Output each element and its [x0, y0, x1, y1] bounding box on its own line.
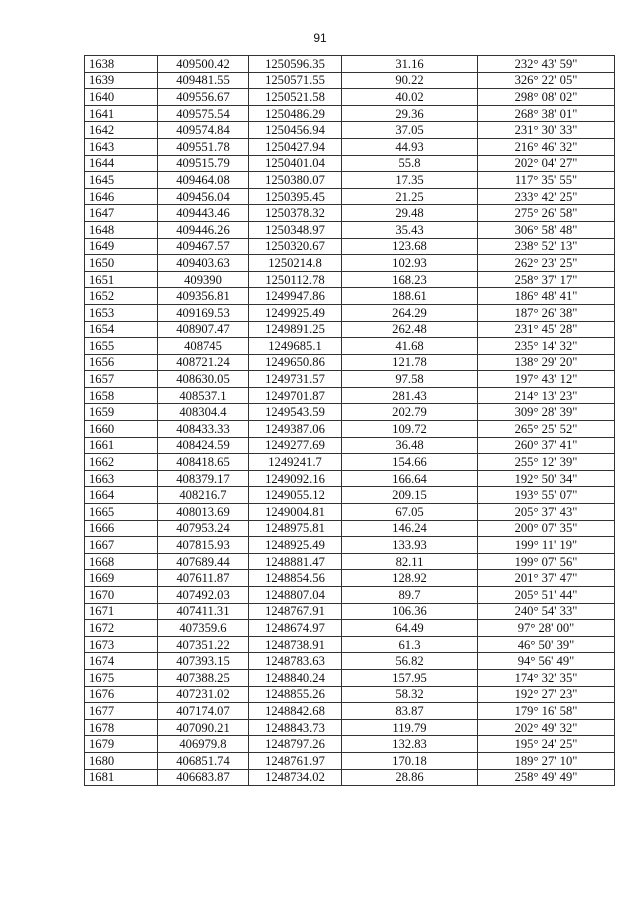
bearing-cell: 205° 51' 44" — [478, 587, 615, 604]
distance-cell: 202.79 — [342, 404, 478, 421]
x-coordinate-cell: 409574.84 — [158, 122, 249, 139]
distance-cell: 61.3 — [342, 636, 478, 653]
y-coordinate-cell: 1249241.7 — [249, 454, 342, 471]
table-row — [85, 188, 615, 205]
y-coordinate-cell: 1249891.25 — [249, 321, 342, 338]
table-row — [85, 72, 615, 89]
y-coordinate-cell: 1250214.8 — [249, 255, 342, 272]
y-coordinate-cell: 1250112.78 — [249, 271, 342, 288]
distance-cell: 90.22 — [342, 72, 478, 89]
y-coordinate-cell: 1248807.04 — [249, 587, 342, 604]
y-coordinate-cell: 1248783.63 — [249, 653, 342, 670]
table-row — [85, 354, 615, 371]
distance-cell: 36.48 — [342, 437, 478, 454]
point-number-cell: 1651 — [85, 271, 158, 288]
bearing-cell: 216° 46' 32" — [478, 138, 615, 155]
point-number-cell: 1664 — [85, 487, 158, 504]
x-coordinate-cell: 407689.44 — [158, 553, 249, 570]
distance-cell: 29.36 — [342, 105, 478, 122]
table-row — [85, 454, 615, 471]
point-number-cell: 1679 — [85, 736, 158, 753]
y-coordinate-cell: 1248855.26 — [249, 686, 342, 703]
distance-cell: 128.92 — [342, 570, 478, 587]
table-row — [85, 304, 615, 321]
x-coordinate-cell: 409515.79 — [158, 155, 249, 172]
table-row — [85, 56, 615, 73]
bearing-cell: 195° 24' 25" — [478, 736, 615, 753]
y-coordinate-cell: 1248840.24 — [249, 669, 342, 686]
bearing-cell: 231° 45' 28" — [478, 321, 615, 338]
y-coordinate-cell: 1249650.86 — [249, 354, 342, 371]
table-row — [85, 105, 615, 122]
table-row — [85, 138, 615, 155]
y-coordinate-cell: 1250596.35 — [249, 56, 342, 73]
point-number-cell: 1672 — [85, 620, 158, 637]
table-row — [85, 271, 615, 288]
table-row — [85, 404, 615, 421]
point-number-cell: 1671 — [85, 603, 158, 620]
x-coordinate-cell: 408013.69 — [158, 504, 249, 521]
table-row — [85, 719, 615, 736]
y-coordinate-cell: 1248674.97 — [249, 620, 342, 637]
x-coordinate-cell: 409464.08 — [158, 172, 249, 189]
point-number-cell: 1648 — [85, 221, 158, 238]
table-row — [85, 205, 615, 222]
y-coordinate-cell: 1248881.47 — [249, 553, 342, 570]
table-row — [85, 769, 615, 786]
table-row — [85, 470, 615, 487]
table-row — [85, 736, 615, 753]
bearing-cell: 186° 48' 41" — [478, 288, 615, 305]
distance-cell: 106.36 — [342, 603, 478, 620]
x-coordinate-cell: 407393.15 — [158, 653, 249, 670]
distance-cell: 168.23 — [342, 271, 478, 288]
y-coordinate-cell: 1248738.91 — [249, 636, 342, 653]
x-coordinate-cell: 406683.87 — [158, 769, 249, 786]
table-row — [85, 122, 615, 139]
x-coordinate-cell: 409169.53 — [158, 304, 249, 321]
point-number-cell: 1659 — [85, 404, 158, 421]
point-number-cell: 1681 — [85, 769, 158, 786]
point-number-cell: 1666 — [85, 520, 158, 537]
y-coordinate-cell: 1249543.59 — [249, 404, 342, 421]
distance-cell: 264.29 — [342, 304, 478, 321]
x-coordinate-cell: 408630.05 — [158, 371, 249, 388]
point-number-cell: 1675 — [85, 669, 158, 686]
y-coordinate-cell: 1250380.07 — [249, 172, 342, 189]
bearing-cell: 174° 32' 35" — [478, 669, 615, 686]
y-coordinate-cell: 1249055.12 — [249, 487, 342, 504]
bearing-cell: 258° 49' 49" — [478, 769, 615, 786]
y-coordinate-cell: 1248854.56 — [249, 570, 342, 587]
bearing-cell: 238° 52' 13" — [478, 238, 615, 255]
point-number-cell: 1655 — [85, 338, 158, 355]
distance-cell: 55.8 — [342, 155, 478, 172]
table-row — [85, 371, 615, 388]
y-coordinate-cell: 1249685.1 — [249, 338, 342, 355]
x-coordinate-cell: 408433.33 — [158, 421, 249, 438]
bearing-cell: 309° 28' 39" — [478, 404, 615, 421]
bearing-cell: 117° 35' 55" — [478, 172, 615, 189]
distance-cell: 109.72 — [342, 421, 478, 438]
x-coordinate-cell: 407388.25 — [158, 669, 249, 686]
distance-cell: 29.48 — [342, 205, 478, 222]
bearing-cell: 298° 08' 02" — [478, 89, 615, 106]
table-row — [85, 221, 615, 238]
distance-cell: 133.93 — [342, 537, 478, 554]
bearing-cell: 138° 29' 20" — [478, 354, 615, 371]
y-coordinate-cell: 1250378.32 — [249, 205, 342, 222]
table-row — [85, 321, 615, 338]
x-coordinate-cell: 409481.55 — [158, 72, 249, 89]
x-coordinate-cell: 408304.4 — [158, 404, 249, 421]
distance-cell: 102.93 — [342, 255, 478, 272]
table-row — [85, 421, 615, 438]
bearing-cell: 205° 37' 43" — [478, 504, 615, 521]
x-coordinate-cell: 407174.07 — [158, 703, 249, 720]
distance-cell: 170.18 — [342, 752, 478, 769]
distance-cell: 209.15 — [342, 487, 478, 504]
table-row — [85, 338, 615, 355]
distance-cell: 41.68 — [342, 338, 478, 355]
point-number-cell: 1673 — [85, 636, 158, 653]
bearing-cell: 214° 13' 23" — [478, 387, 615, 404]
bearing-cell: 262° 23' 25" — [478, 255, 615, 272]
distance-cell: 37.05 — [342, 122, 478, 139]
point-number-cell: 1641 — [85, 105, 158, 122]
x-coordinate-cell: 408379.17 — [158, 470, 249, 487]
bearing-cell: 200° 07' 35" — [478, 520, 615, 537]
table-row — [85, 653, 615, 670]
distance-cell: 40.02 — [342, 89, 478, 106]
point-number-cell: 1653 — [85, 304, 158, 321]
bearing-cell: 199° 07' 56" — [478, 553, 615, 570]
bearing-cell: 265° 25' 52" — [478, 421, 615, 438]
x-coordinate-cell: 408537.1 — [158, 387, 249, 404]
point-number-cell: 1663 — [85, 470, 158, 487]
distance-cell: 21.25 — [342, 188, 478, 205]
point-number-cell: 1643 — [85, 138, 158, 155]
bearing-cell: 202° 49' 32" — [478, 719, 615, 736]
y-coordinate-cell: 1248761.97 — [249, 752, 342, 769]
distance-cell: 64.49 — [342, 620, 478, 637]
y-coordinate-cell: 1250456.94 — [249, 122, 342, 139]
distance-cell: 56.82 — [342, 653, 478, 670]
x-coordinate-cell: 406979.8 — [158, 736, 249, 753]
y-coordinate-cell: 1250521.58 — [249, 89, 342, 106]
point-number-cell: 1660 — [85, 421, 158, 438]
bearing-cell: 201° 37' 47" — [478, 570, 615, 587]
table-row — [85, 570, 615, 587]
y-coordinate-cell: 1250427.94 — [249, 138, 342, 155]
bearing-cell: 192° 50' 34" — [478, 470, 615, 487]
x-coordinate-cell: 409467.57 — [158, 238, 249, 255]
x-coordinate-cell: 409456.04 — [158, 188, 249, 205]
x-coordinate-cell: 408424.59 — [158, 437, 249, 454]
distance-cell: 17.35 — [342, 172, 478, 189]
y-coordinate-cell: 1249092.16 — [249, 470, 342, 487]
point-number-cell: 1680 — [85, 752, 158, 769]
bearing-cell: 235° 14' 32" — [478, 338, 615, 355]
point-number-cell: 1670 — [85, 587, 158, 604]
x-coordinate-cell: 409403.63 — [158, 255, 249, 272]
y-coordinate-cell: 1249701.87 — [249, 387, 342, 404]
distance-cell: 119.79 — [342, 719, 478, 736]
distance-cell: 188.61 — [342, 288, 478, 305]
distance-cell: 157.95 — [342, 669, 478, 686]
table-row — [85, 89, 615, 106]
table-row — [85, 686, 615, 703]
bearing-cell: 46° 50' 39" — [478, 636, 615, 653]
point-number-cell: 1667 — [85, 537, 158, 554]
distance-cell: 132.83 — [342, 736, 478, 753]
x-coordinate-cell: 407351.22 — [158, 636, 249, 653]
table-row — [85, 387, 615, 404]
bearing-cell: 240° 54' 33" — [478, 603, 615, 620]
table-row — [85, 255, 615, 272]
bearing-cell: 255° 12' 39" — [478, 454, 615, 471]
point-number-cell: 1649 — [85, 238, 158, 255]
x-coordinate-cell: 409500.42 — [158, 56, 249, 73]
point-number-cell: 1668 — [85, 553, 158, 570]
x-coordinate-cell: 408721.24 — [158, 354, 249, 371]
distance-cell: 28.86 — [342, 769, 478, 786]
bearing-cell: 189° 27' 10" — [478, 752, 615, 769]
x-coordinate-cell: 408907.47 — [158, 321, 249, 338]
table-row — [85, 288, 615, 305]
y-coordinate-cell: 1250486.29 — [249, 105, 342, 122]
table-row — [85, 172, 615, 189]
y-coordinate-cell: 1248797.26 — [249, 736, 342, 753]
point-number-cell: 1676 — [85, 686, 158, 703]
x-coordinate-cell: 407090.21 — [158, 719, 249, 736]
point-number-cell: 1656 — [85, 354, 158, 371]
y-coordinate-cell: 1249387.06 — [249, 421, 342, 438]
distance-cell: 97.58 — [342, 371, 478, 388]
point-number-cell: 1639 — [85, 72, 158, 89]
bearing-cell: 231° 30' 33" — [478, 122, 615, 139]
x-coordinate-cell: 409551.78 — [158, 138, 249, 155]
y-coordinate-cell: 1250320.67 — [249, 238, 342, 255]
bearing-cell: 199° 11' 19" — [478, 537, 615, 554]
distance-cell: 154.66 — [342, 454, 478, 471]
y-coordinate-cell: 1250395.45 — [249, 188, 342, 205]
x-coordinate-cell: 406851.74 — [158, 752, 249, 769]
x-coordinate-cell: 407815.93 — [158, 537, 249, 554]
page-number: 91 — [313, 31, 327, 45]
bearing-cell: 179° 16' 58" — [478, 703, 615, 720]
distance-cell: 31.16 — [342, 56, 478, 73]
coordinates-table-body — [85, 56, 615, 786]
table-row — [85, 752, 615, 769]
bearing-cell: 306° 58' 48" — [478, 221, 615, 238]
point-number-cell: 1678 — [85, 719, 158, 736]
point-number-cell: 1662 — [85, 454, 158, 471]
point-number-cell: 1640 — [85, 89, 158, 106]
table-row — [85, 703, 615, 720]
point-number-cell: 1657 — [85, 371, 158, 388]
y-coordinate-cell: 1249925.49 — [249, 304, 342, 321]
x-coordinate-cell: 409446.26 — [158, 221, 249, 238]
distance-cell: 82.11 — [342, 553, 478, 570]
point-number-cell: 1661 — [85, 437, 158, 454]
x-coordinate-cell: 409556.67 — [158, 89, 249, 106]
distance-cell: 123.68 — [342, 238, 478, 255]
bearing-cell: 268° 38' 01" — [478, 105, 615, 122]
y-coordinate-cell: 1248843.73 — [249, 719, 342, 736]
distance-cell: 89.7 — [342, 587, 478, 604]
x-coordinate-cell: 407492.03 — [158, 587, 249, 604]
point-number-cell: 1674 — [85, 653, 158, 670]
distance-cell: 58.32 — [342, 686, 478, 703]
x-coordinate-cell: 409443.46 — [158, 205, 249, 222]
table-row — [85, 603, 615, 620]
bearing-cell: 233° 42' 25" — [478, 188, 615, 205]
distance-cell: 262.48 — [342, 321, 478, 338]
distance-cell: 166.64 — [342, 470, 478, 487]
table-row — [85, 155, 615, 172]
bearing-cell: 275° 26' 58" — [478, 205, 615, 222]
x-coordinate-cell: 409575.54 — [158, 105, 249, 122]
point-number-cell: 1677 — [85, 703, 158, 720]
bearing-cell: 260° 37' 41" — [478, 437, 615, 454]
x-coordinate-cell: 407953.24 — [158, 520, 249, 537]
table-row — [85, 487, 615, 504]
table-row — [85, 520, 615, 537]
table-row — [85, 537, 615, 554]
table-row — [85, 437, 615, 454]
distance-cell: 146.24 — [342, 520, 478, 537]
y-coordinate-cell: 1249731.57 — [249, 371, 342, 388]
table-row — [85, 553, 615, 570]
coordinates-table — [84, 55, 615, 786]
y-coordinate-cell: 1249277.69 — [249, 437, 342, 454]
point-number-cell: 1650 — [85, 255, 158, 272]
distance-cell: 67.05 — [342, 504, 478, 521]
distance-cell: 35.43 — [342, 221, 478, 238]
point-number-cell: 1654 — [85, 321, 158, 338]
point-number-cell: 1658 — [85, 387, 158, 404]
bearing-cell: 97° 28' 00" — [478, 620, 615, 637]
distance-cell: 281.43 — [342, 387, 478, 404]
point-number-cell: 1652 — [85, 288, 158, 305]
table-row — [85, 669, 615, 686]
table-row — [85, 636, 615, 653]
point-number-cell: 1645 — [85, 172, 158, 189]
y-coordinate-cell: 1248734.02 — [249, 769, 342, 786]
bearing-cell: 326° 22' 05" — [478, 72, 615, 89]
distance-cell: 121.78 — [342, 354, 478, 371]
point-number-cell: 1638 — [85, 56, 158, 73]
point-number-cell: 1647 — [85, 205, 158, 222]
distance-cell: 83.87 — [342, 703, 478, 720]
bearing-cell: 187° 26' 38" — [478, 304, 615, 321]
bearing-cell: 193° 55' 07" — [478, 487, 615, 504]
point-number-cell: 1646 — [85, 188, 158, 205]
point-number-cell: 1642 — [85, 122, 158, 139]
x-coordinate-cell: 409356.81 — [158, 288, 249, 305]
table-row — [85, 504, 615, 521]
table-row — [85, 587, 615, 604]
bearing-cell: 202° 04' 27" — [478, 155, 615, 172]
y-coordinate-cell: 1250571.55 — [249, 72, 342, 89]
distance-cell: 44.93 — [342, 138, 478, 155]
bearing-cell: 197° 43' 12" — [478, 371, 615, 388]
y-coordinate-cell: 1248925.49 — [249, 537, 342, 554]
bearing-cell: 192° 27' 23" — [478, 686, 615, 703]
bearing-cell: 94° 56' 49" — [478, 653, 615, 670]
x-coordinate-cell: 407611.87 — [158, 570, 249, 587]
y-coordinate-cell: 1248842.68 — [249, 703, 342, 720]
table-row — [85, 620, 615, 637]
bearing-cell: 232° 43' 59" — [478, 56, 615, 73]
bearing-cell: 258° 37' 17" — [478, 271, 615, 288]
x-coordinate-cell: 407231.02 — [158, 686, 249, 703]
y-coordinate-cell: 1250401.04 — [249, 155, 342, 172]
x-coordinate-cell: 407411.31 — [158, 603, 249, 620]
y-coordinate-cell: 1249004.81 — [249, 504, 342, 521]
y-coordinate-cell: 1248975.81 — [249, 520, 342, 537]
x-coordinate-cell: 408418.65 — [158, 454, 249, 471]
y-coordinate-cell: 1248767.91 — [249, 603, 342, 620]
point-number-cell: 1669 — [85, 570, 158, 587]
x-coordinate-cell: 407359.6 — [158, 620, 249, 637]
table-row — [85, 238, 615, 255]
y-coordinate-cell: 1249947.86 — [249, 288, 342, 305]
x-coordinate-cell: 408745 — [158, 338, 249, 355]
x-coordinate-cell: 408216.7 — [158, 487, 249, 504]
y-coordinate-cell: 1250348.97 — [249, 221, 342, 238]
point-number-cell: 1665 — [85, 504, 158, 521]
point-number-cell: 1644 — [85, 155, 158, 172]
x-coordinate-cell: 409390 — [158, 271, 249, 288]
